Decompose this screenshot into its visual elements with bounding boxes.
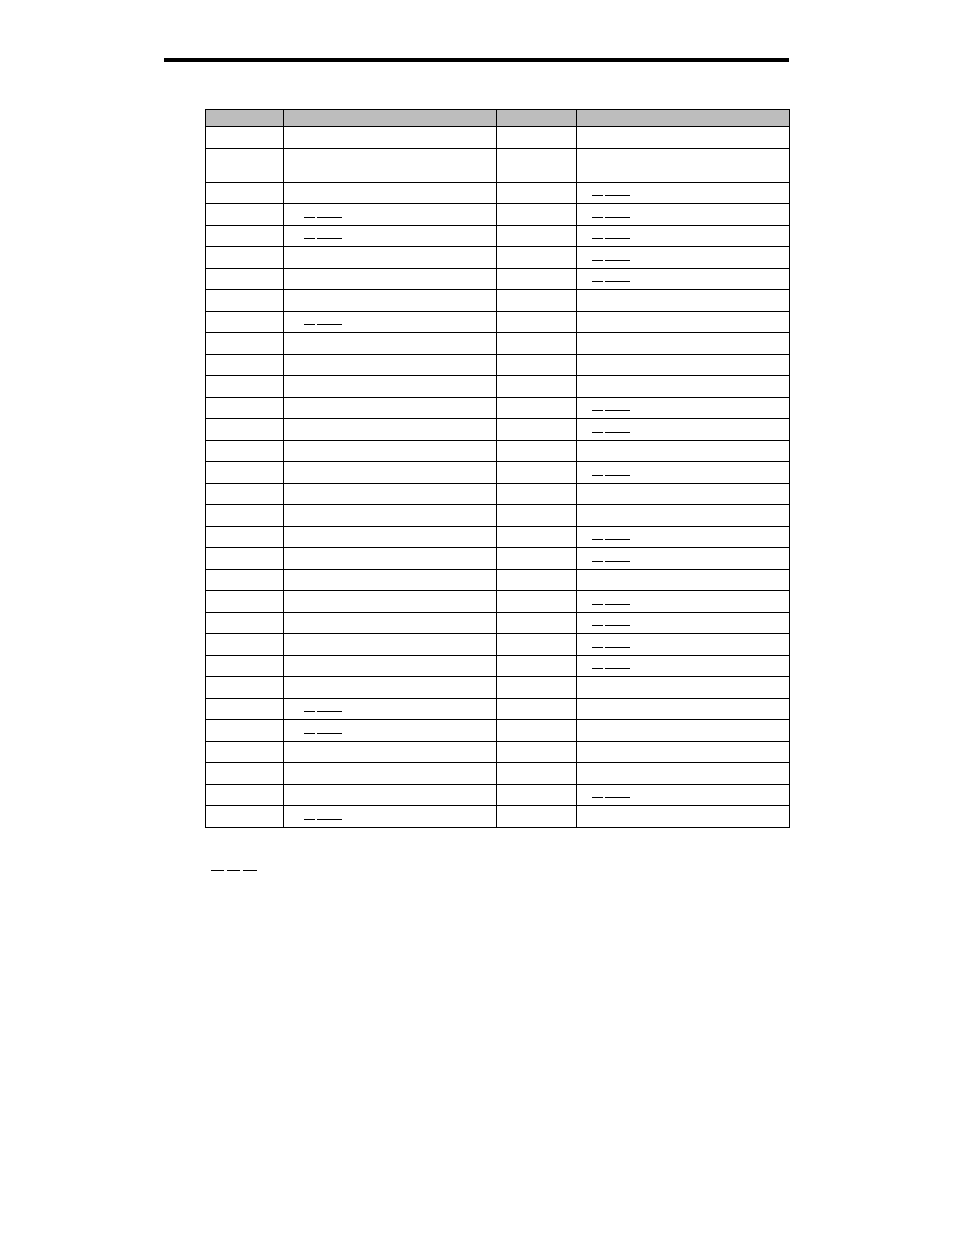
table-cell-b <box>284 290 497 312</box>
table-cell-b <box>284 569 497 591</box>
table-row <box>206 720 790 742</box>
table-cell-d <box>576 634 789 656</box>
table-cell-d <box>576 526 789 548</box>
table-cell-c <box>497 290 576 312</box>
table-body <box>206 127 790 828</box>
table-cell-a <box>206 462 284 484</box>
table-cell-b <box>284 268 497 290</box>
table-cell-b <box>284 440 497 462</box>
underline-mark <box>592 595 630 605</box>
table-cell-b <box>284 419 497 441</box>
table-cell-d <box>576 148 789 182</box>
table-cell-b <box>284 148 497 182</box>
table-cell-b <box>284 333 497 355</box>
underline-mark <box>592 229 630 239</box>
table-cell-d <box>576 569 789 591</box>
table-cell-b <box>284 247 497 269</box>
table-cell-c <box>497 483 576 505</box>
underline-mark <box>592 530 630 540</box>
table-cell-b <box>284 806 497 828</box>
table-cell-d <box>576 376 789 398</box>
underline-mark <box>304 724 342 734</box>
underline-mark <box>304 315 342 325</box>
table-cell-c <box>497 763 576 785</box>
table-cell-d <box>576 225 789 247</box>
table-cell-b <box>284 311 497 333</box>
table-cell-d <box>576 612 789 634</box>
table-cell-d <box>576 677 789 699</box>
table-row <box>206 784 790 806</box>
underline-mark <box>592 272 630 282</box>
table-cell-c <box>497 569 576 591</box>
underline-mark <box>592 466 630 476</box>
table-cell-a <box>206 741 284 763</box>
table-cell-b <box>284 655 497 677</box>
table-cell-a <box>206 634 284 656</box>
table-cell-b <box>284 505 497 527</box>
table-cell-c <box>497 397 576 419</box>
table-cell-c <box>497 127 576 149</box>
underline-mark <box>592 251 630 261</box>
table-cell-a <box>206 247 284 269</box>
underline-mark <box>592 616 630 626</box>
table-row <box>206 127 790 149</box>
table-row <box>206 354 790 376</box>
underline-mark <box>592 552 630 562</box>
table-cell-b <box>284 677 497 699</box>
underline-mark <box>592 401 630 411</box>
table-cell-a <box>206 591 284 613</box>
table-row <box>206 440 790 462</box>
table-cell-a <box>206 148 284 182</box>
table-cell-c <box>497 333 576 355</box>
table-cell-c <box>497 741 576 763</box>
table-cell-a <box>206 397 284 419</box>
underline-mark <box>592 788 630 798</box>
table-cell-c <box>497 148 576 182</box>
table-cell-a <box>206 311 284 333</box>
table-cell-c <box>497 462 576 484</box>
table-cell-d <box>576 419 789 441</box>
table-cell-a <box>206 698 284 720</box>
table-cell-c <box>497 526 576 548</box>
table-cell-a <box>206 483 284 505</box>
table-row <box>206 148 790 182</box>
table-cell-c <box>497 376 576 398</box>
table-cell-b <box>284 763 497 785</box>
table-cell-b <box>284 182 497 204</box>
table-cell-c <box>497 204 576 226</box>
underline-mark <box>304 208 342 218</box>
table-row <box>206 204 790 226</box>
table-cell-b <box>284 354 497 376</box>
table-cell-a <box>206 505 284 527</box>
table-cell-d <box>576 311 789 333</box>
table-header-row <box>206 110 790 127</box>
table-cell-c <box>497 655 576 677</box>
table-cell-d <box>576 806 789 828</box>
table-row <box>206 333 790 355</box>
table-cell-a <box>206 526 284 548</box>
table-cell-d <box>576 698 789 720</box>
table-row <box>206 806 790 828</box>
table-row <box>206 505 790 527</box>
table-row <box>206 268 790 290</box>
underline-mark <box>592 186 630 196</box>
underline-mark <box>592 423 630 433</box>
table-cell-a <box>206 333 284 355</box>
table-cell-a <box>206 127 284 149</box>
table-cell-b <box>284 591 497 613</box>
table-cell-c <box>497 354 576 376</box>
top-rule <box>164 58 789 62</box>
table-cell-c <box>497 806 576 828</box>
table-row <box>206 698 790 720</box>
table-cell-a <box>206 290 284 312</box>
header-cell <box>206 110 284 127</box>
table-cell-b <box>284 483 497 505</box>
table-cell-a <box>206 677 284 699</box>
table-cell-c <box>497 612 576 634</box>
table-row <box>206 290 790 312</box>
table-cell-a <box>206 784 284 806</box>
header-cell <box>497 110 576 127</box>
table-cell-c <box>497 784 576 806</box>
table-cell-d <box>576 182 789 204</box>
table-cell-b <box>284 698 497 720</box>
table-cell-a <box>206 440 284 462</box>
table-cell-d <box>576 127 789 149</box>
table-cell-d <box>576 290 789 312</box>
table-cell-d <box>576 741 789 763</box>
table-cell-a <box>206 612 284 634</box>
table-row <box>206 741 790 763</box>
underline-mark <box>592 659 630 669</box>
table-cell-c <box>497 591 576 613</box>
table-row <box>206 397 790 419</box>
table-row <box>206 548 790 570</box>
data-table <box>205 109 790 828</box>
table-row <box>206 462 790 484</box>
table-cell-d <box>576 354 789 376</box>
table-cell-b <box>284 548 497 570</box>
table-row <box>206 569 790 591</box>
table-row <box>206 591 790 613</box>
table-row <box>206 612 790 634</box>
underline-mark <box>304 229 342 239</box>
table-cell-b <box>284 127 497 149</box>
table-row <box>206 655 790 677</box>
table-cell-a <box>206 354 284 376</box>
table-cell-b <box>284 225 497 247</box>
table-cell-a <box>206 763 284 785</box>
table-cell-c <box>497 311 576 333</box>
table-cell-b <box>284 462 497 484</box>
underline-mark <box>304 810 342 820</box>
table-cell-a <box>206 268 284 290</box>
table-cell-d <box>576 397 789 419</box>
footnote-mark <box>211 870 257 872</box>
table-row <box>206 677 790 699</box>
table-cell-d <box>576 440 789 462</box>
table-cell-d <box>576 268 789 290</box>
table-cell-c <box>497 247 576 269</box>
table-cell-b <box>284 741 497 763</box>
table-cell-d <box>576 720 789 742</box>
table-cell-a <box>206 182 284 204</box>
table-cell-d <box>576 204 789 226</box>
table-cell-a <box>206 569 284 591</box>
table-row <box>206 225 790 247</box>
underline-mark <box>592 208 630 218</box>
table-cell-c <box>497 634 576 656</box>
table-cell-d <box>576 655 789 677</box>
table-row <box>206 182 790 204</box>
table-cell-d <box>576 591 789 613</box>
table-cell-a <box>206 806 284 828</box>
table-cell-c <box>497 225 576 247</box>
table-cell-b <box>284 612 497 634</box>
table-cell-c <box>497 677 576 699</box>
table-cell-c <box>497 419 576 441</box>
table-cell-b <box>284 397 497 419</box>
table-cell-d <box>576 763 789 785</box>
table-cell-c <box>497 720 576 742</box>
table-cell-d <box>576 247 789 269</box>
underline-mark <box>304 702 342 712</box>
table-cell-a <box>206 720 284 742</box>
table-row <box>206 483 790 505</box>
table-cell-a <box>206 548 284 570</box>
table-cell-b <box>284 376 497 398</box>
table-row <box>206 247 790 269</box>
table-cell-d <box>576 784 789 806</box>
table-cell-c <box>497 268 576 290</box>
table-row <box>206 763 790 785</box>
table-cell-d <box>576 483 789 505</box>
table-row <box>206 376 790 398</box>
table-cell-c <box>497 698 576 720</box>
table-cell-a <box>206 419 284 441</box>
table-cell-b <box>284 526 497 548</box>
table-cell-a <box>206 204 284 226</box>
table-cell-b <box>284 720 497 742</box>
table-cell-a <box>206 655 284 677</box>
table-cell-d <box>576 548 789 570</box>
table-cell-d <box>576 333 789 355</box>
header-cell <box>284 110 497 127</box>
table-row <box>206 419 790 441</box>
table-row <box>206 634 790 656</box>
table-cell-c <box>497 440 576 462</box>
table-cell-b <box>284 784 497 806</box>
table-cell-a <box>206 225 284 247</box>
table-row <box>206 311 790 333</box>
table-row <box>206 526 790 548</box>
table-cell-b <box>284 204 497 226</box>
table-cell-d <box>576 505 789 527</box>
header-cell <box>576 110 789 127</box>
table-cell-c <box>497 182 576 204</box>
table-cell-c <box>497 548 576 570</box>
table-cell-a <box>206 376 284 398</box>
table-cell-c <box>497 505 576 527</box>
table-cell-b <box>284 634 497 656</box>
underline-mark <box>592 638 630 648</box>
table-cell-d <box>576 462 789 484</box>
